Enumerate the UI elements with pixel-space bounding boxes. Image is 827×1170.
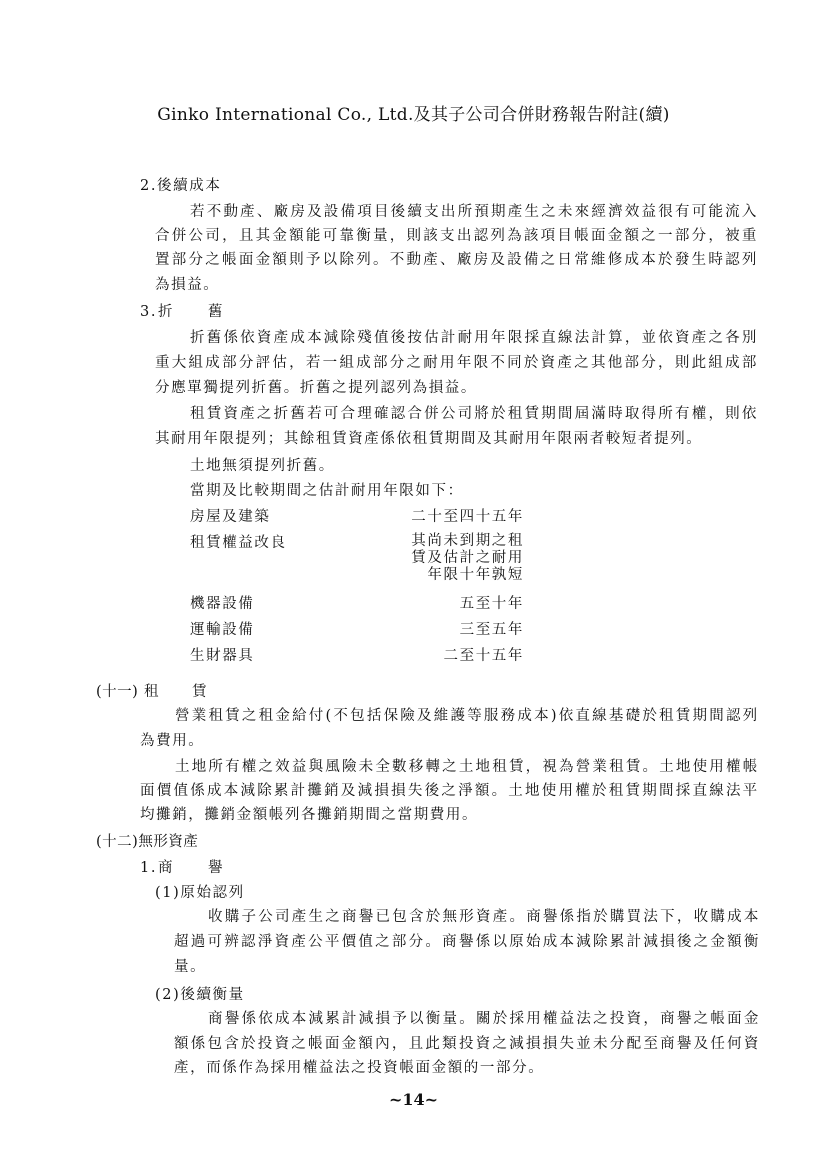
part-1-line: 超過可辨認淨資產公平價值之部分。商譽係以原始成本減除累計減損後之金額衡 [174,934,760,950]
life-table-years: 其尚未到期之租 [411,533,524,549]
section-2-heading: 2.後續成本 [140,178,222,194]
section-12-sub1-number: 1. [140,860,158,876]
life-table-item: 生財器具 [190,648,255,664]
part-1-heading: (1)原始認列 [155,885,245,901]
section-11-p2-line: 面價值係成本減除累計攤銷及減損損失後之淨額。土地使用權於租賃期間採直線法平 [140,783,758,799]
section-12-sub1-char2: 譽 [208,860,225,876]
part-2-line: 產，而係作為採用權益法之投資帳面金額的一部分。 [174,1060,545,1076]
section-3-p1-line: 分應單獨提列折舊。折舊之提列認列為損益。 [155,380,477,396]
life-table-item: 機器設備 [190,596,255,612]
section-11-p2-line: 均攤銷，攤銷金額帳列各攤銷期間之當期費用。 [140,807,479,823]
section-11-heading-char2: 賃 [192,684,209,700]
section-11-p1-line: 營業租賃之租金給付(不包括保險及維護等服務成本)依直線基礎於租賃期間認列 [175,708,758,724]
section-2-line: 為損益。 [155,277,220,293]
section-3-p3: 土地無須提列折舊。 [190,458,335,474]
section-3-heading-char2: 舊 [208,304,225,320]
life-table-years: 二十至四十五年 [411,509,524,525]
section-12-heading: (十二)無形資產 [96,834,199,850]
section-11-p1-line: 為費用。 [140,733,205,749]
section-3-p2-line: 其耐用年限提列；其餘租賃資產係依租賃期間及其耐用年限兩者較短者提列。 [155,431,703,447]
life-table-item: 房屋及建築 [190,509,271,525]
section-2-line: 合併公司，且其金額能可靠衡量，則該支出認列為該項目帳面金額之一部分，被重 [155,228,758,244]
page-number: ~14~ [388,1090,439,1109]
section-12-sub1-char1: 商 [158,860,175,876]
section-3-p1-line: 重大組成部分評估，若一組成部分之耐用年限不同於資產之其他部分，則此組成部 [155,355,758,371]
section-11-heading-char1: 租 [144,684,161,700]
page-title: Ginko International Co., Ltd.及其子公司合併財務報告附註(續) [157,105,670,125]
life-table-years: 二至十五年 [443,648,524,664]
life-table-years: 三至五年 [459,622,524,638]
part-1-line: 收購子公司產生之商譽已包含於無形資產。商譽係指於購買法下，收購成本 [208,909,760,925]
life-table-years: 賃及估計之耐用 [411,550,524,566]
section-3-p4: 當期及比較期間之估計耐用年限如下： [190,483,464,499]
life-table-years: 五至十年 [459,596,524,612]
section-3-heading-char1: 折 [158,304,175,320]
section-2-line: 若不動產、廠房及設備項目後續支出所預期產生之未來經濟效益很有可能流入 [190,204,758,220]
part-1-line: 量。 [174,959,207,975]
section-11-p2-line: 土地所有權之效益與風險未全數移轉之土地租賃，視為營業租賃。土地使用權帳 [175,759,758,775]
section-3-p1-line: 折舊係依資產成本減除殘值後按估計耐用年限採直線法計算，並依資產之各別 [190,330,758,346]
life-table-item: 租賃權益改良 [190,535,287,551]
section-11-number: (十一) [96,684,139,700]
section-2-line: 置部分之帳面金額則予以除列。不動產、廠房及設備之日常維修成本於發生時認列 [155,252,758,268]
section-3-number: 3. [140,304,158,320]
section-3-p2-line: 租賃資產之折舊若可合理確認合併公司將於租賃期間屆滿時取得所有權，則依 [190,406,758,422]
part-2-line: 商譽係依成本減累計減損予以衡量。關於採用權益法之投資，商譽之帳面金 [208,1011,760,1027]
life-table-item: 運輸設備 [190,622,255,638]
part-2-line: 額係包含於投資之帳面金額內，且此類投資之減損損失並未分配至商譽及任何資 [174,1036,760,1052]
part-2-heading: (2)後續衡量 [155,987,245,1003]
life-table-years: 年限十年孰短 [427,567,524,583]
